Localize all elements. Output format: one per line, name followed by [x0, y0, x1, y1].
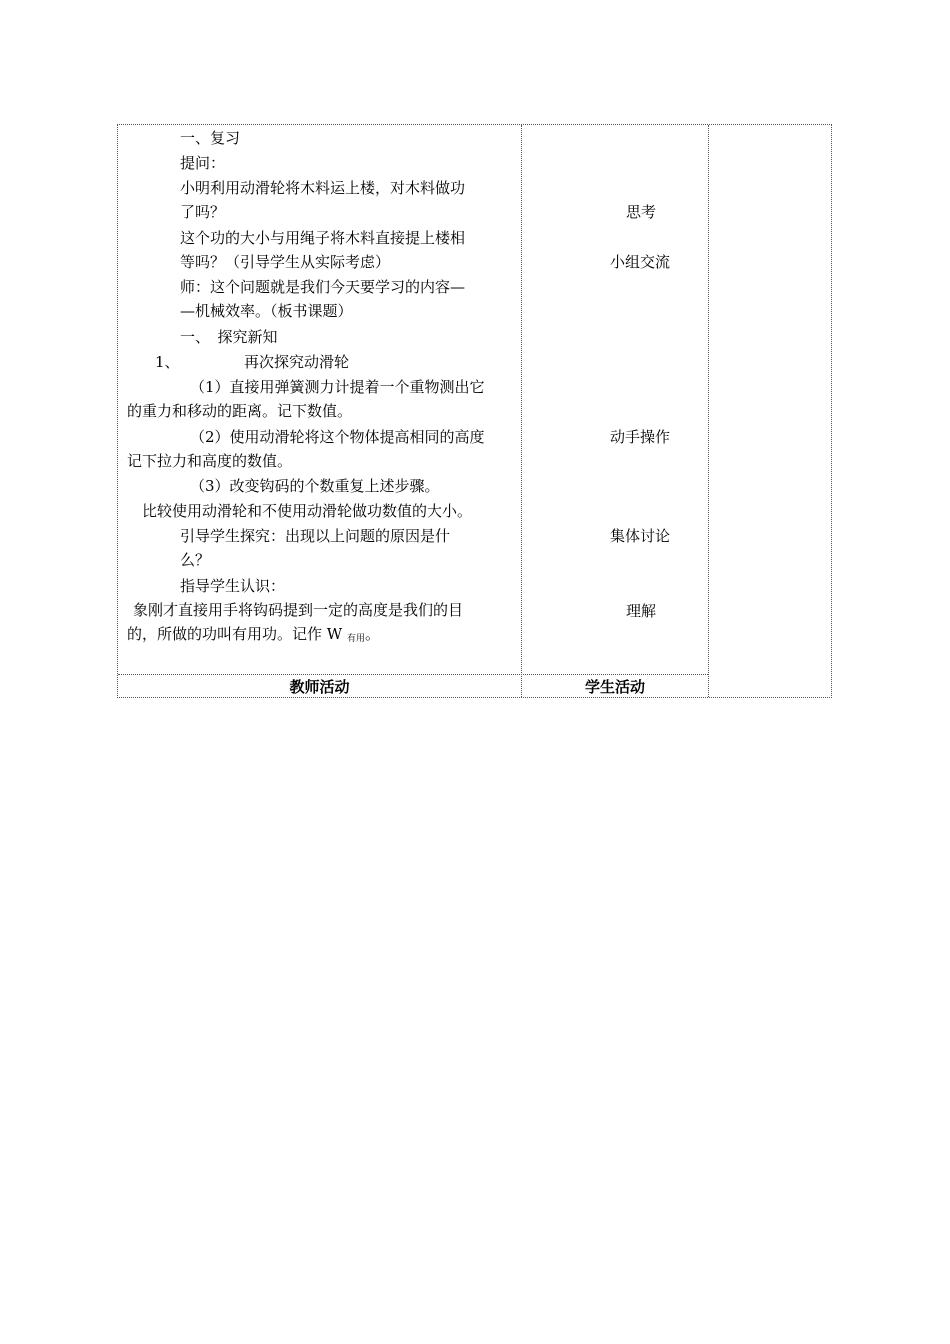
step-number: 1、 [155, 353, 180, 371]
student-activity-item: 集体讨论 [610, 527, 671, 545]
formula-subscript: 有用 [346, 634, 365, 644]
teacher-text-line: 小明利用动滑轮将木料运上楼，对木料做功 [180, 179, 466, 197]
student-activity-item: 动手操作 [610, 428, 671, 446]
student-activity-item: 思考 [626, 203, 657, 221]
teacher-activity-header: 教师活动 [289, 678, 350, 696]
teacher-text-line: 师：这个问题就是我们今天要学习的内容— [180, 278, 466, 296]
column-divider [708, 125, 709, 697]
teacher-text-line: 象刚才直接用手将钩码提到一定的高度是我们的目 [133, 601, 464, 619]
explore-heading: 一、 探究新知 [180, 328, 278, 346]
teacher-text-line: 么？ [180, 551, 211, 569]
teacher-text-line: 等吗？（引导学生从实际考虑） [180, 253, 391, 271]
formula-end: 。 [364, 625, 380, 643]
teacher-text-line: （1）直接用弹簧测力计提着一个重物测出它 [190, 378, 485, 396]
teacher-text-line: 比较使用动滑轮和不使用动滑轮做功数值的大小。 [142, 502, 473, 520]
teacher-text-line: —机械效率。（板书课题） [180, 302, 353, 320]
column-divider [521, 125, 522, 697]
question-label: 提问： [180, 154, 226, 172]
teacher-text-line: 指导学生认识： [180, 577, 286, 595]
teacher-text-line: （2）使用动滑轮将这个物体提高相同的高度 [190, 428, 485, 446]
lesson-table [117, 124, 832, 698]
teacher-text-line: 记下拉力和高度的数值。 [127, 452, 293, 470]
step-title: 再次探究动滑轮 [244, 353, 350, 371]
teacher-text-line: 这个功的大小与用绳子将木料直接提上楼相 [180, 229, 466, 247]
teacher-text-line: 了吗？ [180, 203, 226, 221]
row-divider [118, 674, 708, 675]
teacher-text-line: 的重力和移动的距离。记下数值。 [127, 402, 353, 420]
student-activity-item: 理解 [626, 602, 657, 620]
teacher-text-line [127, 625, 380, 646]
formula-text: 的，所做的功叫有用功。记作 W [127, 625, 347, 643]
review-heading: 一、复习 [180, 129, 241, 147]
teacher-text-line: （3）改变钩码的个数重复上述步骤。 [190, 477, 440, 495]
teacher-text-line: 引导学生探究：出现以上问题的原因是什 [180, 527, 451, 545]
student-activity-item: 小组交流 [610, 253, 671, 271]
student-activity-header: 学生活动 [584, 678, 645, 696]
